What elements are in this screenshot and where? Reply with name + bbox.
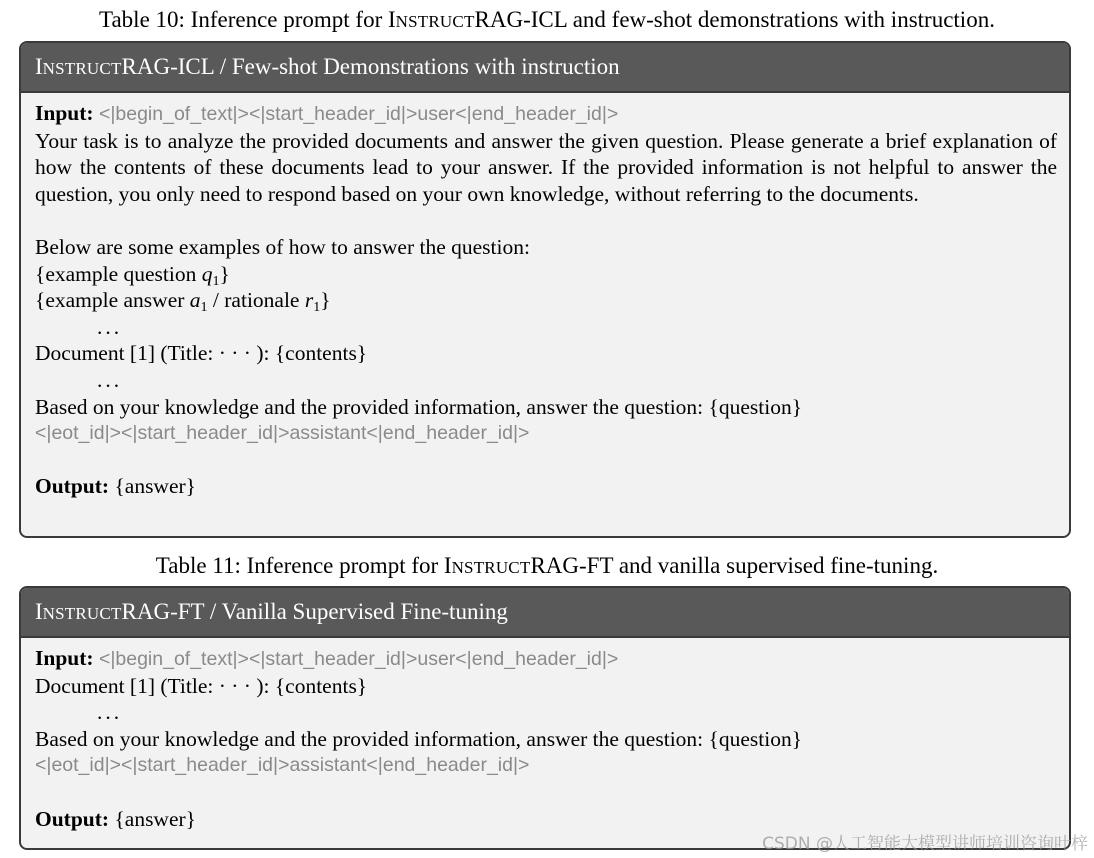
header-title: RAG-ICL / Few-shot Demonstrations with instruction [121,54,620,79]
table-10-caption [0,6,1094,36]
document-line: Document [1] (Title: · · · ): {contents} [35,341,368,366]
caption-text: Table 11: Inference prompt for [155,553,444,578]
ellipsis: ... [97,367,123,392]
input-tokens: <|begin_of_text|><|start_header_id|>user<|end_header_id|> [98,648,619,670]
table-11-box-body [21,638,1069,832]
watermark: CSDN @人工智能大模型讲师培训咨询叶梓 [762,834,1088,854]
spacer [35,207,1057,234]
input-line [35,100,1057,128]
example-question-prefix: {example question [35,261,202,286]
table-10-box-body [21,93,1069,500]
spacer [35,447,1057,474]
spacer [35,779,1057,806]
caption-smallcaps-initial: I [388,7,396,32]
math-var-a: a [189,288,201,313]
example-answer-mid: / rationale [207,288,305,313]
example-question-suffix: } [219,261,230,286]
example-answer [35,287,1057,314]
document-line: Document [1] (Title: · · · ): {contents} [35,673,368,698]
table-11-prompt-box [19,586,1071,850]
caption-suffix: RAG-ICL and few-shot demonstrations with instruction. [474,7,995,32]
output-label: Output: [35,806,110,831]
example-answer-prefix: {example answer [35,288,190,313]
header-smallcaps-rest: NSTRUCT [42,604,122,623]
ellipsis: ... [97,700,123,725]
table-11-box-header [21,588,1069,638]
caption-suffix: RAG-FT and vanilla supervised fine-tuning. [530,553,939,578]
output-line [35,473,1057,500]
assistant-tokens: <|eot_id|><|start_header_id|>assistant<|end_header_id|> [35,422,530,445]
caption-smallcaps-initial: I [443,553,452,578]
input-label: Input: [35,646,94,670]
example-question [35,261,1057,288]
example-answer-suffix: } [320,288,331,313]
input-tokens: <|begin_of_text|><|start_header_id|>user<|end_header_id|> [98,103,619,125]
instruction-paragraph: Your task is to analyze the provided documents and answer the given question. Please generate a brief explanation of how the contents of these documents lead to your answer. If the provided information is not helpful to answer the question, you only need to respond based on your own knowledge, without referring to the documents. [35,128,1057,206]
header-smallcaps-initial: I [35,599,43,624]
question-line: Based on your knowledge and the provided information, answer the question: {question} [35,394,803,419]
math-var-r: r [304,288,314,313]
table-11-caption [0,552,1094,582]
table-10-prompt-box [19,41,1071,538]
input-line [35,645,1057,673]
math-sub: 1 [212,273,220,289]
header-smallcaps-initial: I [35,54,43,79]
header-title: RAG-FT / Vanilla Supervised Fine-tuning [121,599,508,624]
header-smallcaps-rest: NSTRUCT [42,59,122,78]
math-var-q: q [201,261,213,286]
assistant-tokens: <|eot_id|><|start_header_id|>assistant<|end_header_id|> [35,754,530,777]
examples-intro: Below are some examples of how to answer the question: [35,234,530,259]
output-value: {answer} [109,806,196,831]
math-sub: 1 [313,300,321,316]
caption-text: Table 10: Inference prompt for [99,7,388,32]
math-sub: 1 [200,300,208,316]
output-label: Output: [35,474,110,499]
question-line: Based on your knowledge and the provided information, answer the question: {question} [35,726,803,751]
caption-smallcaps-rest: NSTRUCT [395,12,475,31]
output-value: {answer} [109,474,196,499]
ellipsis: ... [97,314,123,339]
input-label: Input: [35,101,94,125]
caption-smallcaps-rest: NSTRUCT [451,558,531,577]
table-10-box-header [21,43,1069,93]
